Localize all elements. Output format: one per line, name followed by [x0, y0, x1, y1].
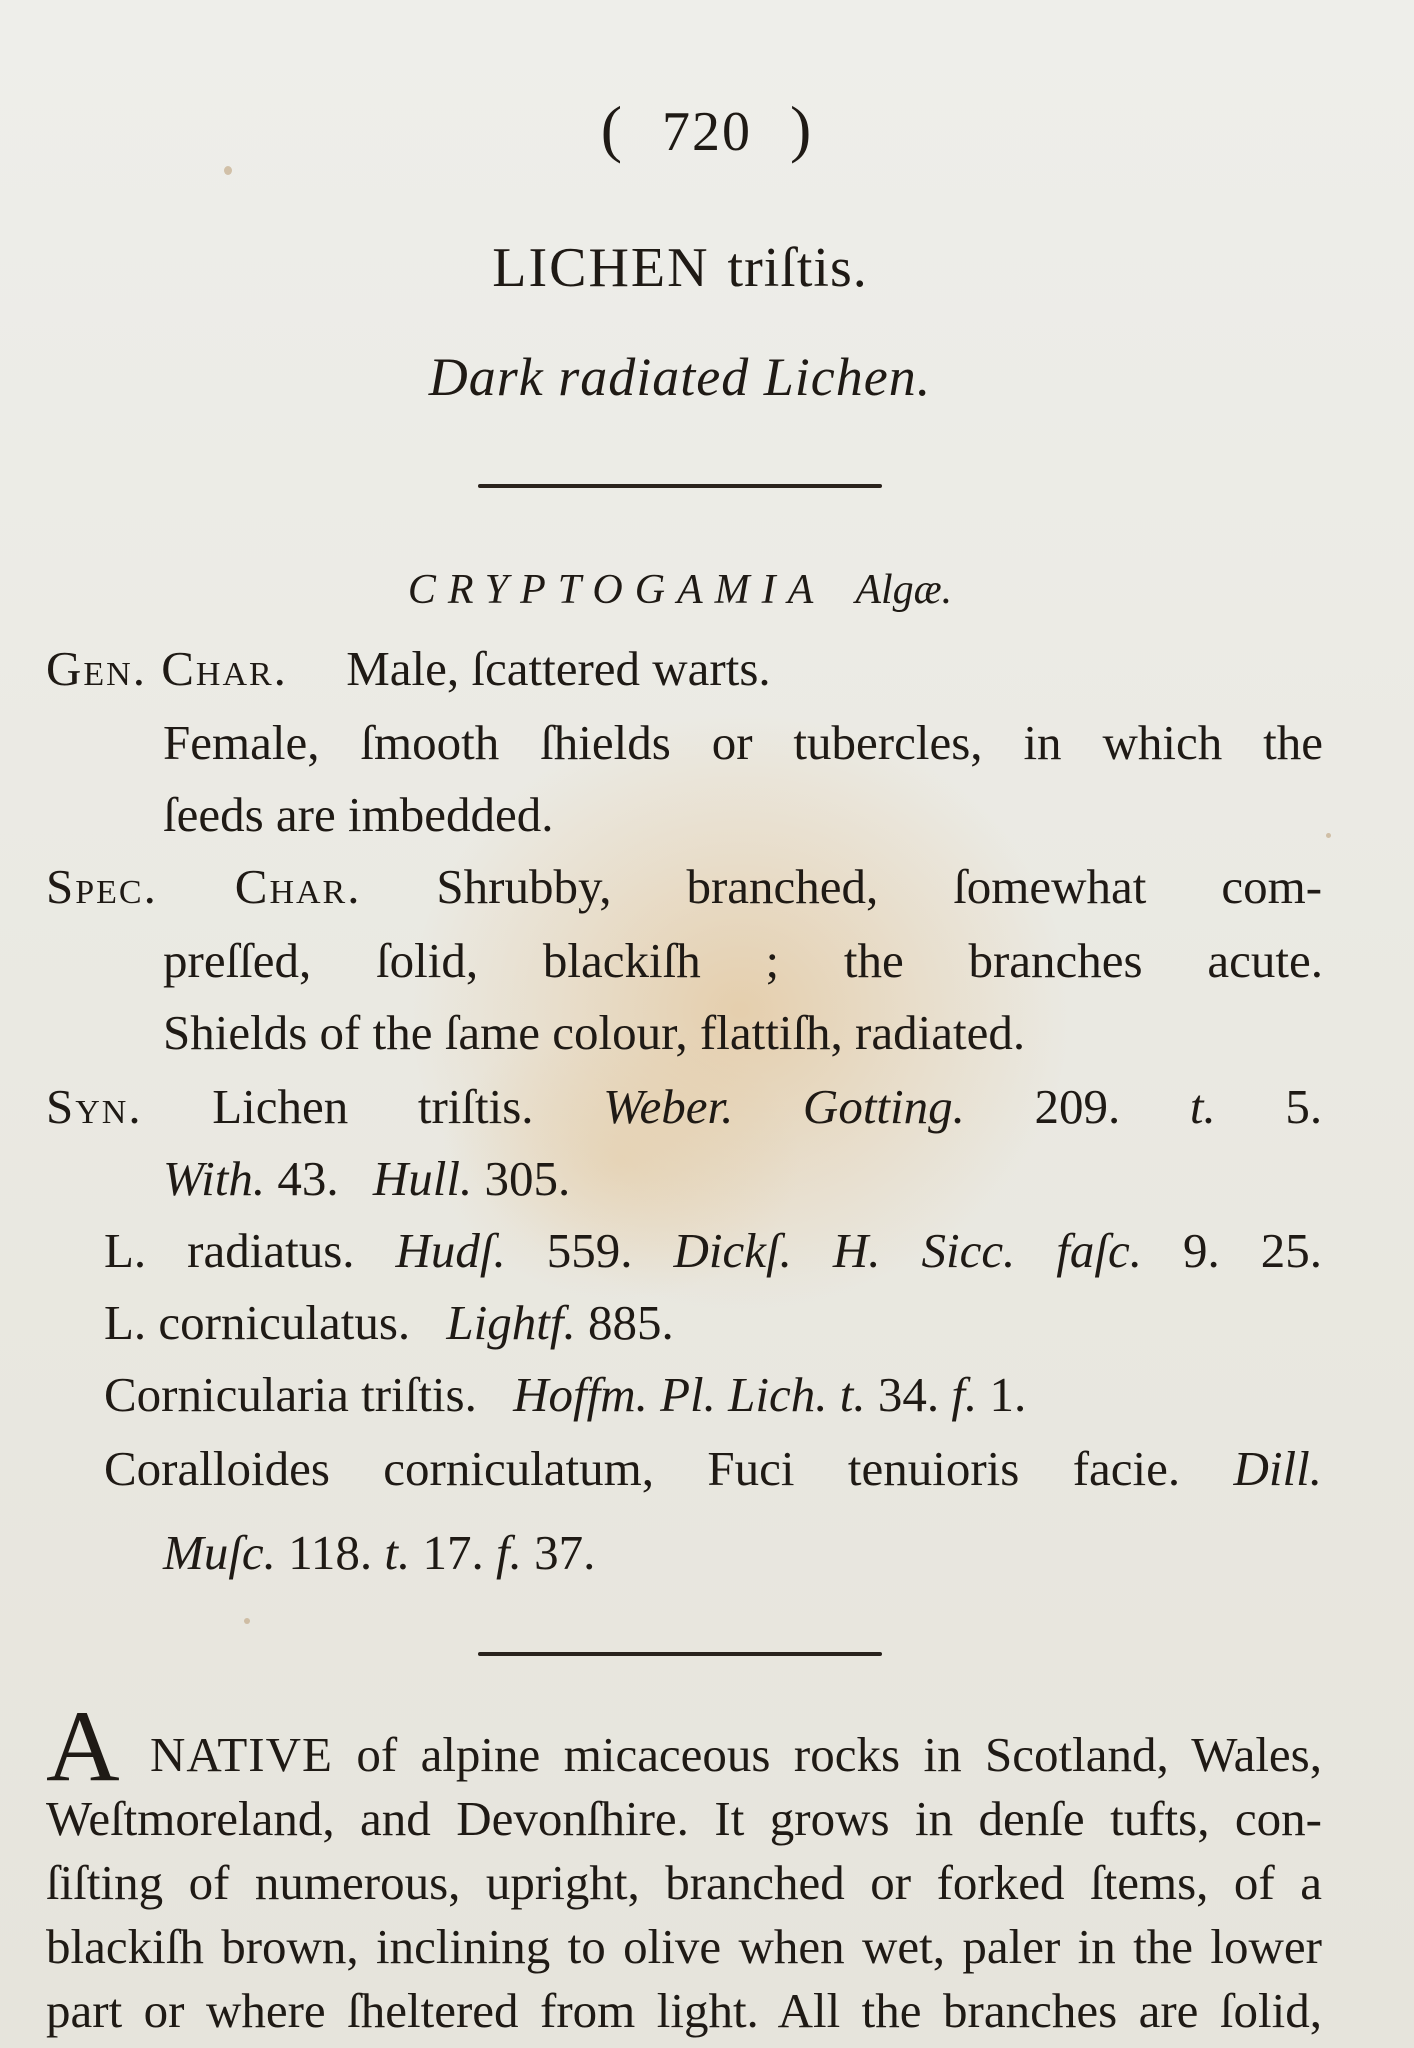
page-number: ( 720 ) — [600, 93, 814, 164]
description-line: NATIVE of alpine micaceous rocks in Scotland, Wales, — [150, 1727, 1322, 1782]
description-line: part or where ſheltered from light. All the branches are ſolid, — [46, 1983, 1322, 2038]
class-name: CRYPTOGAMIA — [407, 567, 826, 613]
drop-cap: A — [46, 1690, 120, 1803]
foxing-spot — [244, 1618, 250, 1624]
gen-char-label: Gen. Char. — [46, 641, 288, 696]
spec-char-line: preſſed, ſolid, blackiſh ; the branches acute. — [163, 933, 1323, 988]
spec-char-line: Shields of the ſame colour, flattiſh, radiated. — [163, 1005, 1026, 1060]
spec-char-line: Spec. Char. Shrubby, branched, ſomewhat com- — [46, 859, 1323, 914]
synonym-line: L. corniculatus. Lightf. 885. — [104, 1295, 674, 1350]
synonym-line: Muſc. 118. t. 17. f. 37. — [163, 1525, 596, 1580]
order-name: Algæ. — [855, 567, 953, 613]
genus-name: LICHEN — [492, 237, 710, 299]
synonym-line: L. radiatus. Hudſ. 559. Dickſ. H. Sicc. faſc. 9. 25. — [104, 1223, 1322, 1278]
synonym-line: Syn. Lichen triſtis. Weber. Gotting. 209. t. 5. — [46, 1079, 1323, 1134]
gen-char-line: Female, ſmooth ſhields or tubercles, in which the — [163, 715, 1323, 770]
synonym-line: Cornicularia triſtis. Hoffm. Pl. Lich. t. 34. f. 1. — [104, 1367, 1027, 1422]
gen-char-line: ſeeds are imbedded. — [163, 787, 554, 842]
description-line: blackiſh brown, inclining to olive when wet, paler in the lower — [46, 1919, 1322, 1974]
synonym-line: Coralloides corniculatum, Fuci tenuioris facie. Dill. — [104, 1441, 1323, 1496]
species-name: triſtis. — [727, 237, 868, 299]
common-name: Dark radiated Lichen. — [428, 347, 932, 407]
foxing-spot — [224, 166, 232, 175]
description-line: ſiſting of numerous, upright, branched or forked ſtems, of a — [46, 1855, 1322, 1910]
synonym-line: With. 43. Hull. 305. — [163, 1151, 571, 1206]
spec-char-label: Spec. Char. — [46, 859, 362, 914]
description-line: Weſtmoreland, and Devonſhire. It grows in denſe tufts, con- — [46, 1791, 1322, 1846]
syn-label: Syn. — [46, 1079, 143, 1134]
section-divider — [478, 484, 882, 488]
foxing-spot — [1326, 833, 1331, 838]
gen-char-line: Gen. Char. Male, ſcattered warts. — [46, 641, 771, 696]
species-title — [0, 236, 1360, 300]
section-divider — [478, 1652, 882, 1656]
classification — [0, 566, 1360, 614]
